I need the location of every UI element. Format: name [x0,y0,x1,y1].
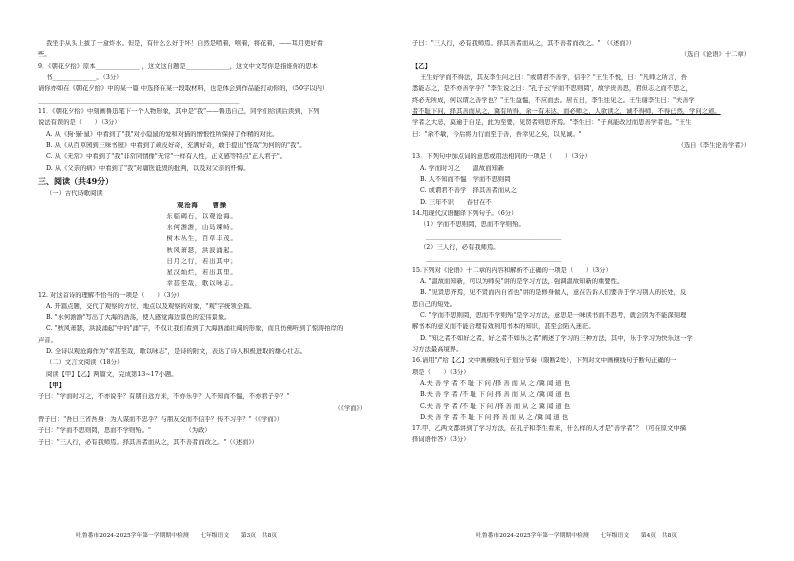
poem-line: 秋风萧瑟，洪波涌起。 [166,246,238,254]
poem-block [38,202,366,290]
text-line: （选自《李生论善学者》） [677,141,750,149]
text-line: C. 或谓君不善学 择其善者而从之 [420,187,517,195]
right-page-content [412,40,750,445]
text-line: 学者之大忌，莫逾于自足，此为至要，见贤者则思齐焉。"李生曰："子真能改过而思善学者也。"王生 [412,119,692,127]
poem-line: 星汉灿烂，若出其里。 [166,269,238,277]
poem-line: 东临碣石，以观沧海。 [166,212,238,220]
text-line: A.夫 善 学 者 不 耻 下 问 /择 善 而 从 之 /冀 闻 道 也 [420,379,570,387]
text-line: 【乙】 [412,62,431,70]
text-line: D.夫 善 学 者 不 耻 下 问 择 善 而 从 之 /冀 闻 道 也 [420,413,569,421]
text-line: 些。 [38,51,51,59]
text-line: 悉能志之，是不亦善学乎？"李生说之曰："孔子云'学而不思则罔'，故学贵善思，君但志之而不思之， [412,85,693,93]
text-line: B. 从《从百草园到三味书屋》中看到了顽皮好奇，充满好奇，敢于提出"怪哉"为何的的"我"。 [46,141,306,149]
text-line: B.夫 善 学 者 /不 耻 下 问 择 善 而 从 之 /冀 闻 道 也 [420,391,570,399]
text-line: 请你亦如在《朝花夕拾》中的某一篇 中选择在某一段取材料，也是体会到作品能打动你的，（50字以内） [38,85,329,93]
text-line: ___________________________________________ [426,255,562,263]
text-line: 书______________。（3分） [46,73,123,81]
text-line: （选自《论语》十二章） [680,51,750,59]
text-line: ________________________________________________________________ [38,96,240,104]
left-page-lower [38,292,366,448]
text-line: （2）三人行，必有我师焉。 [420,243,500,251]
text-line: 子曰："学而时习之，不亦说乎？有朋自远方来，不亦乐乎？人不知而不愠，不亦君子乎？" [38,393,290,401]
text-line: B. "水何澹澹"写出了大海的浩荡，使人感觉海边景色的宏伟景象。 [46,314,231,322]
text-line: D. 从《父亲的病》中看到了"我"对庸医诋毁的批判，以及对父亲的忏悔。 [46,164,250,172]
text-line: 择词语作答）（3分） [412,436,470,444]
text-line: A. 开篇点题，交代了观察的方位、地点以及观察的对象，"观"字统领全篇。 [46,302,256,310]
left-page [38,0,366,561]
text-line: 11．《朝花夕拾》中刻画鲁迅笔下一个人物形象，其中是"我"——鲁迅自己，同学们给读后读到，下列 [38,107,320,115]
text-line: 习方法最高境界。 [412,345,463,353]
poem-lines [38,213,366,289]
text-line: 说法有误的是（ ）（3分） [38,119,121,127]
text-line: 王生好学而不得法，其友李生问之曰："或谓君不善学，信乎？"王生不悦，曰："凡师之所言，吾 [420,73,687,81]
page-footer-right: 吐鲁番市2024-2025学年第一学期期中检测 七年级语文 第4页 共8页 [476,533,678,539]
text-line: A. "温故而知新，可以为师矣"讲的是学习方法，强调温故知新的重要性。 [420,277,624,285]
text-line: 阅读【甲】【乙】两篇文，完成第13~17小题。 [46,370,178,378]
text-line: 三、阅读（共49分） [38,175,114,186]
text-line: （1）学而不思则罔，思而不学则殆。 [420,221,525,229]
text-line: （《学而》） [334,404,366,412]
text-line: A. 从《狗·猫·鼠》中看到了"我"对小隐鼠的爱和对猫的憎恨性所保持了作精的对比。 [46,130,279,138]
text-line: 13．下列句中加点词的意思或用法相同的一项是（ ）（3分） [412,153,591,161]
text-line: D. 三年不识 春甘在不 [420,198,492,206]
text-line: （一）古代诗歌阅读 [46,189,103,197]
text-line: 子曰："学而不思则罔，思而不学则殆。" （为政） [38,427,211,435]
page-footer-left: 吐鲁番市2024-2025学年第一学期期中检测 七年级语文 第3页 共8页 [76,533,278,539]
text-line: A. 学而时习之 温故而知新 [420,164,505,172]
text-line: B. "见贤思齐焉，见不贤而内自省也"讲的是修身做人，意在告诉人们要善于学习别人的长处，反 [420,289,687,297]
text-line: （二）文言文阅读（18分） [46,359,124,367]
poem-line: 日月之行，若出其中； [166,257,238,265]
text-line: 17.甲、乙两文都讲到了学习方法，在孔子和李生看来，什么样的人才是"善学者"？（可在原文中摘 [412,425,686,433]
text-line: C. 从《无常》中看到了"我"非常同情像"无常"一样有人性，正义感等特点"正人君子"。 [46,153,287,161]
text-line: 我坐手从头上拔了一盒炸水。但是，有什么么好于坏！自然是啃着，嘻着，将花着，——耳月更好看 [46,40,324,47]
text-line: 子曰："三人行，必有我师焉。择其善者而从之，其不善者而改之。"（《述而》） [38,438,258,446]
text-line: D. 全诗以观沧海作为"幸甚至哉，歌以咏志"，是诗的附文，表达了诗人积极进取的雄心壮志。 [46,348,307,356]
text-line: D. "知之者不如好之者，好之者不如乐之者"阐述了学习的三种方法，其中，乐于学习为快乐这一学 [420,334,693,342]
text-line: 解书本的意义而不能合理有效利用书本的知识，甚至会陷入迷茫。 [412,323,595,331]
text-line: C. "秋风萧瑟，洪波涌起"中的"涌"字，不仅让我们看到了大海汹涌壮阔的形象，而且仿佛听到了惊涛拍岸的 [46,325,344,333]
text-line: 项是（ ）（3分） [412,368,470,376]
text-line: 曾子曰："吾日三省吾身：为人谋而不忠乎？与朋友交而不信乎？传不习乎？"（《学而》） [38,416,284,424]
text-line: C.夫 善 学 者 /不 耻 下 问 /择 善 而 从 之 冀 闻 道 也 [420,402,570,410]
text-line: 曰："余不敏，今后将力行而至于善，吾幸见之矣，以见诚。" [412,130,582,138]
poem-line: 水何澹澹，山岛竦峙。 [166,224,238,232]
text-line: C. "学而不思则罔，思而不学则殆"是学习方法，意思是一味读书而不思考，就会因为不能深刻理 [420,311,687,319]
text-line: 终必无所成，何以谓之善学也？"王生益愠，不应而去。居五日，李生往见之。王生谢李生曰："夫善学 [412,96,695,104]
text-line: 者不耻下问，择其善而从之，冀有所得，余一有未达，而必师之，人欲读之，诚不得师，不得已然，学问之道。 [412,107,721,115]
right-page [412,0,750,561]
text-line: 子曰："三人行，必有我师焉。择其善者而从之，其不善者而改之。" （《述而》） [412,40,636,47]
text-line: 12. 对这首诗的理解不恰当的一项是（ ）（3分） [38,291,184,299]
text-line: 16.请用"/"给【乙】文中画横线句子划分节奏（限断2处），下列对文中画横线句子断句正确的一 [412,357,677,365]
text-line: ___________________________________________ [426,232,562,240]
text-line: 9．《朝花夕拾》原本______________ ，这文这自题是______________，这文中文写你是指谁你的思本 [38,62,318,70]
text-line: 思自己的短处。 [412,300,457,308]
left-page-upper [38,40,366,199]
text-line: 15.下列对《论语》十二章的内容和解析不正确的一项是（ ）（3分） [412,266,612,274]
text-line: B. 人不知而不愠 学而不思则罔 [420,175,511,183]
text-line: 【甲】 [46,382,65,390]
binding-gutter [378,30,400,530]
poem-line: 幸甚至哉，歌以咏志。 [166,280,238,288]
text-line: 声音。 [38,336,57,344]
poem-line: 树木丛生，百草丰茂。 [166,235,238,243]
poem-title: 观沧海 曹操 [177,201,227,209]
text-line: 14.用现代汉语翻译下列句子。（6分） [412,209,518,217]
